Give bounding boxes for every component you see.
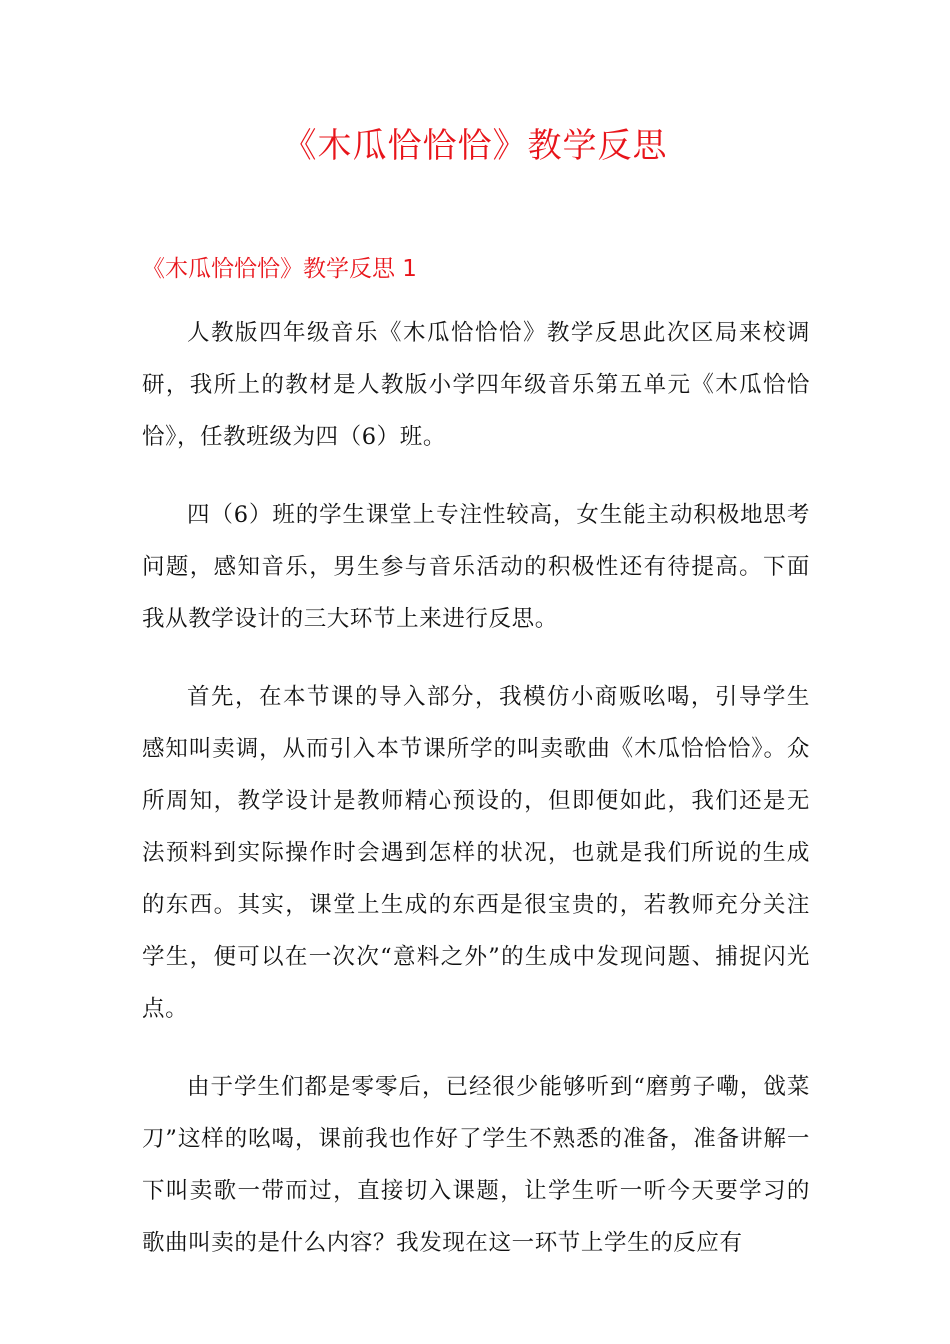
paragraph-1: 人教版四年级音乐《木瓜恰恰恰》教学反思此次区局来校调研，我所上的教材是人教版小学四年级音乐第五单元《木瓜恰恰恰》，任教班级为四（6）班。	[142, 320, 810, 450]
document-title: 《木瓜恰恰恰》教学反思	[282, 126, 668, 166]
paragraph-3: 首先，在本节课的导入部分，我模仿小商贩吆喝，引导学生感知叫卖调，从而引入本节课所学的叫卖歌曲《木瓜恰恰恰》。众所周知，教学设计是教师精心预设的，但即便如此，我们还是无法预料到实际操作时会遇到怎样的状况，也就是我们所说的生成的东西。其实，课堂上生成的东西是很宝贵的，若教师充分关注学生，便可以在一次次“意料之外”的生成中发现问题、捕捉闪光点。	[142, 684, 810, 1022]
document-body	[142, 307, 810, 1295]
section-heading: 《木瓜恰恰恰》教学反思 1	[142, 256, 417, 282]
paragraph-2: 四（6）班的学生课堂上专注性较高，女生能主动积极地思考问题，感知音乐，男生参与音乐活动的积极性还有待提高。下面我从教学设计的三大环节上来进行反思。	[142, 502, 810, 632]
paragraph-4: 由于学生们都是零零后，已经很少能够听到“磨剪子嘞，戗菜刀”这样的吆喝，课前我也作好了学生不熟悉的准备，准备讲解一下叫卖歌一带而过，直接切入课题，让学生听一听今天要学习的歌曲叫卖的是什么内容？我发现在这一环节上学生的反应有	[142, 1074, 810, 1256]
